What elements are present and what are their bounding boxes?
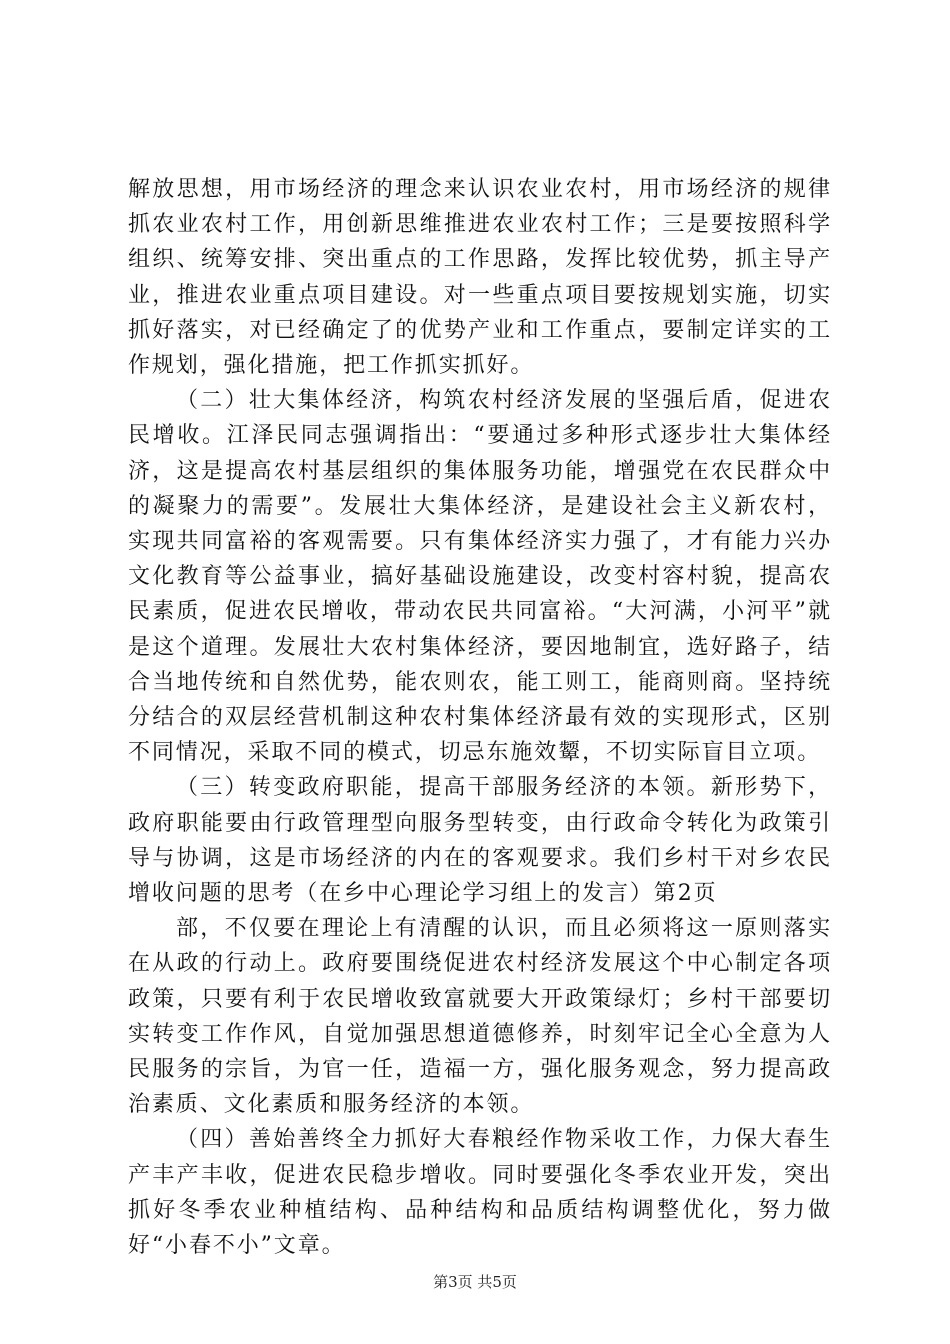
page-number-footer: 第3页 共5页 bbox=[433, 1273, 517, 1291]
document-body bbox=[128, 172, 832, 1263]
paragraph-government-functions: （三）转变政府职能，提高干部服务经济的本领。新形势下，政府职能要由行政管理型向服务型转变，由行政命令转化为政策引导与协调，这是市场经济的内在的客观要求。我们乡村干对乡农民增收问题的思考（在乡中心理论学习组上的发言）第2页 bbox=[128, 775, 832, 907]
paragraph-harvest-work: （四）善始善终全力抓好大春粮经作物采收工作，力保大春生产丰产丰收，促进农民稳步增收。同时要强化冬季农业开发，突出抓好冬季农业种植结构、品种结构和品质结构调整优化，努力做好“小春不小”文章。 bbox=[128, 1127, 832, 1259]
paragraph-cadre-action: 部，不仅要在理论上有清醒的认识，而且必须将这一原则落实在从政的行动上。政府要围绕促进农村经济发展这个中心制定各项政策，只要有利于农民增收致富就要大开政策绿灯；乡村干部要切实转变工作作风，自觉加强思想道德修养，时刻牢记全心全意为人民服务的宗旨，为官一任，造福一方，强化服务观念，努力提高政治素质、文化素质和服务经济的本领。 bbox=[128, 916, 832, 1118]
paragraph-continuation-thinking: 解放思想，用市场经济的理念来认识农业农村，用市场经济的规律抓农业农村工作，用创新思维推进农业农村工作；三是要按照科学组织、统筹安排、突出重点的工作思路，发挥比较优势，抓主导产业，推进农业重点项目建设。对一些重点项目要按规划实施，切实抓好落实，对已经确定了的优势产业和工作重点，要制定详实的工作规划，强化措施，把工作抓实抓好。 bbox=[128, 177, 832, 379]
paragraph-collective-economy: （二）壮大集体经济，构筑农村经济发展的坚强后盾，促进农民增收。江泽民同志强调指出：“要通过多种形式逐步壮大集体经济，这是提高农村基层组织的集体服务功能，增强党在农民群众中的凝聚力的需要”。发展壮大集体经济，是建设社会主义新农村，实现共同富裕的客观需要。只有集体经济实力强了，才有能力兴办文化教育等公益事业，搞好基础设施建设，改变村容村貌，提高农民素质，促进农民增收，带动农民共同富裕。“大河满，小河平”就是这个道理。发展壮大农村集体经济，要因地制宜，选好路子，结合当地传统和自然优势，能农则农，能工则工，能商则商。坚持统分结合的双层经营机制这种农村集体经济最有效的实现形式，区别不同情况，采取不同的模式，切忌东施效颦，不切实际盲目立项。 bbox=[128, 388, 832, 766]
